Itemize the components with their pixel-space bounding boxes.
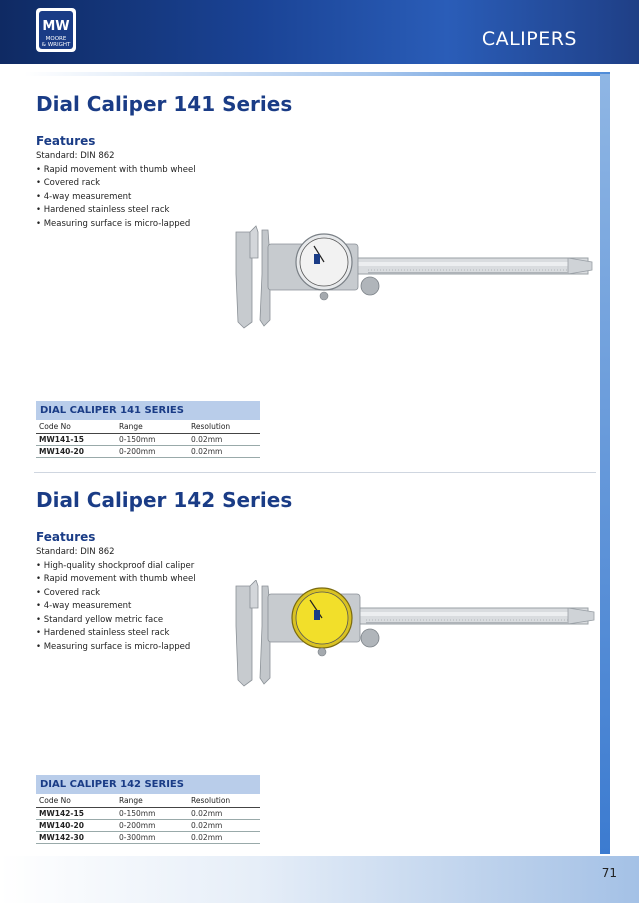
table-row: [36, 434, 260, 446]
standard-text-142: Standard: DIN 862: [36, 547, 115, 557]
dial-caliper-142-image: [226, 580, 598, 692]
resolution-cell: 0.02mm: [188, 434, 260, 446]
code-cell: MW140-20: [36, 820, 116, 832]
feature-item: • 4-way measurement: [36, 600, 196, 614]
column-header: Resolution: [188, 420, 260, 434]
feature-item: • Rapid movement with thumb wheel: [36, 164, 196, 178]
feature-list-141: [36, 150, 196, 231]
spec-table-142: [36, 775, 260, 844]
spec-table-141: [36, 401, 260, 458]
table-header-row: [36, 420, 260, 434]
table-row: [36, 832, 260, 844]
range-cell: 0-300mm: [116, 832, 188, 844]
column-header: Range: [116, 420, 188, 434]
column-header: Code No: [36, 420, 116, 434]
feature-item: • Covered rack: [36, 587, 196, 601]
code-cell: MW142-15: [36, 808, 116, 820]
feature-item: • Measuring surface is micro-lapped: [36, 641, 196, 655]
logo-text-line1: MOORE: [45, 36, 67, 42]
table-row: [36, 808, 260, 820]
section-title-141: Dial Caliper 141 Series: [36, 92, 293, 116]
standard-text-141: Standard: DIN 862: [36, 151, 115, 161]
table-title-142: DIAL CALIPER 142 SERIES: [36, 775, 260, 794]
feature-item: • Standard yellow metric face: [36, 614, 196, 628]
feature-item: • Hardened stainless steel rack: [36, 204, 196, 218]
right-rail-decoration: [600, 74, 610, 854]
footer-bar: [0, 856, 639, 903]
column-header: Code No: [36, 794, 116, 808]
features-heading-141: Features: [36, 134, 96, 148]
range-cell: 0-200mm: [116, 446, 188, 458]
logo-text-line2: & WRIGHT: [41, 42, 71, 48]
code-cell: MW142-30: [36, 832, 116, 844]
column-header: Resolution: [188, 794, 260, 808]
table-header-row: [36, 794, 260, 808]
feature-item: • Hardened stainless steel rack: [36, 627, 196, 641]
spec-table: [36, 420, 260, 458]
feature-item: • High-quality shockproof dial caliper: [36, 560, 196, 574]
feature-item: • 4-way measurement: [36, 191, 196, 205]
features-heading-142: Features: [36, 530, 96, 544]
code-cell: MW141-15: [36, 434, 116, 446]
moore-wright-logo: [36, 8, 76, 52]
page-number: 71: [601, 866, 617, 880]
range-cell: 0-150mm: [116, 434, 188, 446]
feature-item: • Rapid movement with thumb wheel: [36, 573, 196, 587]
feature-item: • Measuring surface is micro-lapped: [36, 218, 196, 232]
section-divider: [34, 472, 596, 473]
resolution-cell: 0.02mm: [188, 446, 260, 458]
feature-item: • Covered rack: [36, 177, 196, 191]
table-row: [36, 446, 260, 458]
logo-letters: MW: [42, 19, 70, 34]
dial-caliper-141-image: [228, 222, 598, 334]
table-row: [36, 820, 260, 832]
resolution-cell: 0.02mm: [188, 832, 260, 844]
range-cell: 0-200mm: [116, 820, 188, 832]
range-cell: 0-150mm: [116, 808, 188, 820]
page-header: [0, 0, 639, 64]
resolution-cell: 0.02mm: [188, 808, 260, 820]
table-title-141: DIAL CALIPER 141 SERIES: [36, 401, 260, 420]
spec-table: [36, 794, 260, 844]
top-rail-decoration: [24, 72, 610, 76]
section-title-142: Dial Caliper 142 Series: [36, 488, 293, 512]
code-cell: MW140-20: [36, 446, 116, 458]
column-header: Range: [116, 794, 188, 808]
feature-list-142: [36, 546, 196, 654]
header-title: CALIPERS: [481, 28, 577, 50]
resolution-cell: 0.02mm: [188, 820, 260, 832]
